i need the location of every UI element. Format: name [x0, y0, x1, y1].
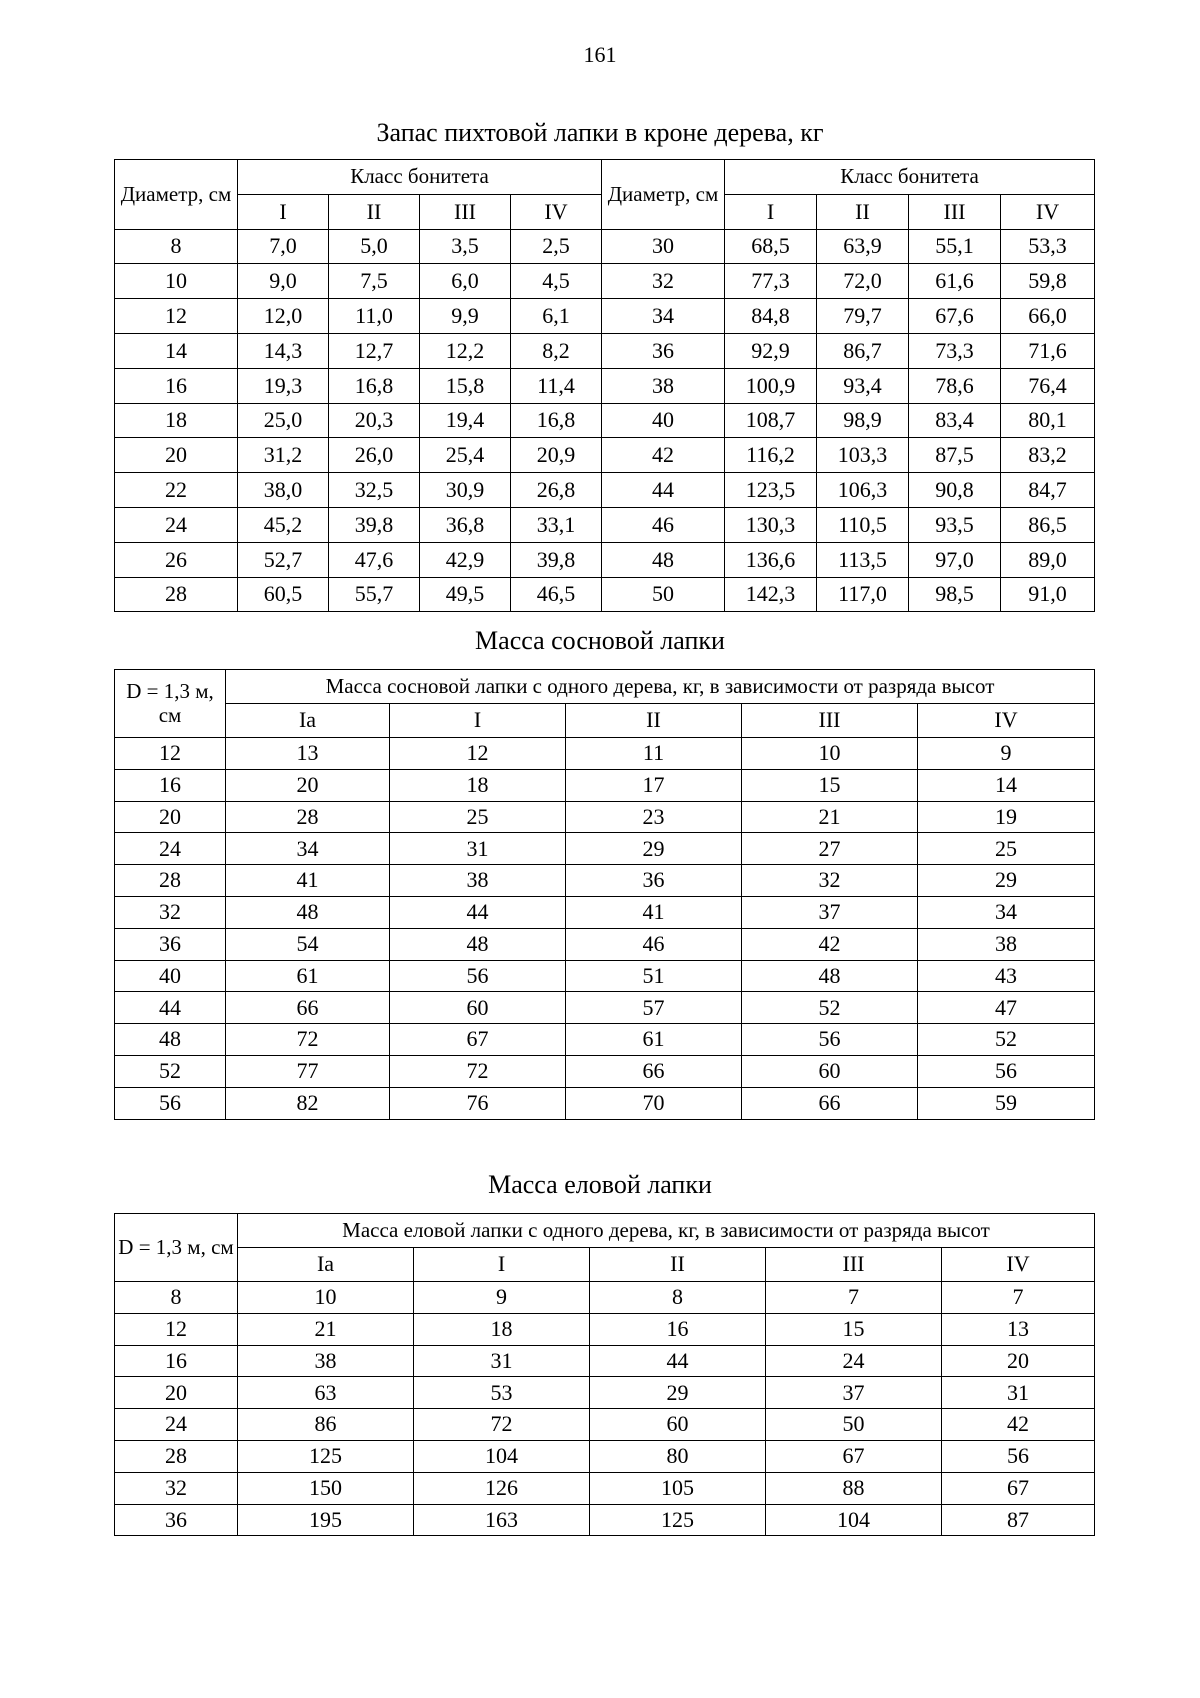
pine-value-cell: 11: [566, 738, 742, 770]
pine-value-cell: 29: [918, 865, 1095, 897]
fir-value-cell: 136,6: [725, 542, 817, 577]
spruce-value-cell: 10: [238, 1282, 414, 1314]
fir-class-label: II: [817, 194, 909, 229]
fir-value-cell: 130,3: [725, 507, 817, 542]
pine-value-cell: 25: [390, 801, 566, 833]
pine-mass-header: Масса сосновой лапки с одного дерева, кг, в зависимости от разряда высот: [226, 670, 1095, 704]
fir-class-label: III: [909, 194, 1001, 229]
pine-diameter-cell: 48: [115, 1024, 226, 1056]
fir-value-cell: 36,8: [420, 507, 511, 542]
fir-diameter-cell: 20: [115, 438, 238, 473]
fir-value-cell: 67,6: [909, 299, 1001, 334]
pine-value-cell: 18: [390, 769, 566, 801]
fir-value-cell: 9,9: [420, 299, 511, 334]
fir-value-cell: 46,5: [511, 577, 602, 612]
spruce-value-cell: 20: [942, 1345, 1095, 1377]
pine-value-cell: 31: [390, 833, 566, 865]
spruce-value-cell: 105: [590, 1472, 766, 1504]
pine-class-label: III: [742, 704, 918, 738]
spruce-value-cell: 24: [766, 1345, 942, 1377]
spruce-diameter-cell: 20: [115, 1377, 238, 1409]
fir-diameter-cell: 46: [602, 507, 725, 542]
spruce-value-cell: 104: [766, 1504, 942, 1536]
pine-value-cell: 23: [566, 801, 742, 833]
table-row: [115, 577, 1095, 612]
fir-value-cell: 20,9: [511, 438, 602, 473]
pine-diameter-cell: 32: [115, 896, 226, 928]
fir-value-cell: 86,5: [1001, 507, 1095, 542]
pine-diameter-cell: 36: [115, 928, 226, 960]
spruce-value-cell: 72: [414, 1409, 590, 1441]
fir-value-cell: 16,8: [329, 368, 420, 403]
fir-value-cell: 12,7: [329, 333, 420, 368]
fir-diameter-cell: 8: [115, 229, 238, 264]
fir-value-cell: 103,3: [817, 438, 909, 473]
fir-value-cell: 116,2: [725, 438, 817, 473]
fir-value-cell: 8,2: [511, 333, 602, 368]
pine-diameter-cell: 16: [115, 769, 226, 801]
fir-value-cell: 80,1: [1001, 403, 1095, 438]
pine-value-cell: 66: [226, 992, 390, 1024]
fir-value-cell: 20,3: [329, 403, 420, 438]
pine-value-cell: 43: [918, 960, 1095, 992]
fir-value-cell: 87,5: [909, 438, 1001, 473]
pine-value-cell: 61: [226, 960, 390, 992]
fir-diameter-cell: 40: [602, 403, 725, 438]
spruce-value-cell: 195: [238, 1504, 414, 1536]
table-row: [115, 992, 1095, 1024]
fir-value-cell: 38,0: [238, 473, 329, 508]
fir-value-cell: 92,9: [725, 333, 817, 368]
fir-value-cell: 39,8: [329, 507, 420, 542]
fir-value-cell: 108,7: [725, 403, 817, 438]
pine-diameter-cell: 44: [115, 992, 226, 1024]
fir-value-cell: 2,5: [511, 229, 602, 264]
fir-value-cell: 123,5: [725, 473, 817, 508]
table-row: [115, 769, 1095, 801]
fir-value-cell: 60,5: [238, 577, 329, 612]
pine-value-cell: 61: [566, 1024, 742, 1056]
spruce-value-cell: 80: [590, 1440, 766, 1472]
pine-value-cell: 20: [226, 769, 390, 801]
pine-diameter-header: D = 1,3 м, см: [115, 670, 226, 738]
pine-value-cell: 66: [742, 1087, 918, 1119]
spruce-diameter-cell: 24: [115, 1409, 238, 1441]
spruce-value-cell: 18: [414, 1313, 590, 1345]
fir-value-cell: 7,5: [329, 264, 420, 299]
spruce-value-cell: 31: [942, 1377, 1095, 1409]
pine-value-cell: 10: [742, 738, 918, 770]
fir-class-label: IV: [1001, 194, 1095, 229]
fir-value-cell: 16,8: [511, 403, 602, 438]
spruce-value-cell: 150: [238, 1472, 414, 1504]
fir-value-cell: 52,7: [238, 542, 329, 577]
fir-value-cell: 97,0: [909, 542, 1001, 577]
table-row: [115, 229, 1095, 264]
spruce-value-cell: 37: [766, 1377, 942, 1409]
fir-value-cell: 93,5: [909, 507, 1001, 542]
fir-diameter-cell: 22: [115, 473, 238, 508]
spruce-value-cell: 53: [414, 1377, 590, 1409]
spruce-table-title: Масса еловой лапки: [488, 1170, 712, 1199]
pine-value-cell: 12: [390, 738, 566, 770]
fir-value-cell: 61,6: [909, 264, 1001, 299]
spruce-diameter-cell: 28: [115, 1440, 238, 1472]
fir-diameter-cell: 48: [602, 542, 725, 577]
spruce-table: [114, 1213, 1095, 1536]
spruce-value-cell: 125: [238, 1440, 414, 1472]
spruce-value-cell: 60: [590, 1409, 766, 1441]
fir-value-cell: 71,6: [1001, 333, 1095, 368]
spruce-value-cell: 50: [766, 1409, 942, 1441]
fir-value-cell: 73,3: [909, 333, 1001, 368]
fir-value-cell: 19,3: [238, 368, 329, 403]
fir-value-cell: 33,1: [511, 507, 602, 542]
fir-value-cell: 11,0: [329, 299, 420, 334]
table-row: [115, 833, 1095, 865]
pine-class-label: Ia: [226, 704, 390, 738]
pine-value-cell: 56: [742, 1024, 918, 1056]
spruce-value-cell: 31: [414, 1345, 590, 1377]
fir-diameter-cell: 36: [602, 333, 725, 368]
spruce-diameter-cell: 12: [115, 1313, 238, 1345]
fir-value-cell: 7,0: [238, 229, 329, 264]
fir-class-header-right: Класс бонитета: [725, 160, 1095, 195]
fir-value-cell: 113,5: [817, 542, 909, 577]
spruce-value-cell: 67: [942, 1472, 1095, 1504]
fir-value-cell: 86,7: [817, 333, 909, 368]
pine-value-cell: 13: [226, 738, 390, 770]
fir-value-cell: 84,7: [1001, 473, 1095, 508]
spruce-value-cell: 104: [414, 1440, 590, 1472]
fir-value-cell: 89,0: [1001, 542, 1095, 577]
fir-value-cell: 6,0: [420, 264, 511, 299]
fir-value-cell: 25,4: [420, 438, 511, 473]
fir-diameter-cell: 28: [115, 577, 238, 612]
fir-value-cell: 4,5: [511, 264, 602, 299]
table-row: [115, 507, 1095, 542]
fir-value-cell: 39,8: [511, 542, 602, 577]
fir-diameter-header-left: Диаметр, см: [115, 160, 238, 230]
fir-diameter-cell: 16: [115, 368, 238, 403]
pine-value-cell: 38: [390, 865, 566, 897]
fir-value-cell: 91,0: [1001, 577, 1095, 612]
fir-value-cell: 31,2: [238, 438, 329, 473]
fir-value-cell: 55,7: [329, 577, 420, 612]
pine-value-cell: 36: [566, 865, 742, 897]
fir-class-header-left: Класс бонитета: [238, 160, 602, 195]
spruce-value-cell: 13: [942, 1313, 1095, 1345]
pine-value-cell: 28: [226, 801, 390, 833]
spruce-value-cell: 38: [238, 1345, 414, 1377]
spruce-value-cell: 56: [942, 1440, 1095, 1472]
table-row: [115, 473, 1095, 508]
fir-value-cell: 9,0: [238, 264, 329, 299]
fir-diameter-cell: 30: [602, 229, 725, 264]
spruce-value-cell: 125: [590, 1504, 766, 1536]
pine-value-cell: 14: [918, 769, 1095, 801]
fir-value-cell: 77,3: [725, 264, 817, 299]
pine-diameter-cell: 20: [115, 801, 226, 833]
fir-diameter-header-right: Диаметр, см: [602, 160, 725, 230]
fir-diameter-cell: 50: [602, 577, 725, 612]
pine-class-label: I: [390, 704, 566, 738]
fir-value-cell: 47,6: [329, 542, 420, 577]
spruce-value-cell: 86: [238, 1409, 414, 1441]
fir-diameter-cell: 26: [115, 542, 238, 577]
fir-value-cell: 110,5: [817, 507, 909, 542]
spruce-diameter-cell: 16: [115, 1345, 238, 1377]
table-row: [115, 738, 1095, 770]
pine-value-cell: 56: [918, 1055, 1095, 1087]
pine-value-cell: 72: [226, 1024, 390, 1056]
pine-value-cell: 34: [918, 896, 1095, 928]
pine-value-cell: 66: [566, 1055, 742, 1087]
pine-value-cell: 48: [226, 896, 390, 928]
fir-value-cell: 11,4: [511, 368, 602, 403]
fir-value-cell: 100,9: [725, 368, 817, 403]
pine-value-cell: 17: [566, 769, 742, 801]
fir-diameter-cell: 34: [602, 299, 725, 334]
fir-value-cell: 49,5: [420, 577, 511, 612]
spruce-diameter-cell: 32: [115, 1472, 238, 1504]
table-row: [115, 801, 1095, 833]
table-row: [115, 1440, 1095, 1472]
pine-value-cell: 34: [226, 833, 390, 865]
pine-value-cell: 77: [226, 1055, 390, 1087]
page-number: 161: [583, 42, 617, 67]
fir-value-cell: 15,8: [420, 368, 511, 403]
fir-diameter-cell: 38: [602, 368, 725, 403]
pine-value-cell: 52: [742, 992, 918, 1024]
fir-value-cell: 84,8: [725, 299, 817, 334]
fir-value-cell: 63,9: [817, 229, 909, 264]
table-row: [115, 542, 1095, 577]
fir-value-cell: 3,5: [420, 229, 511, 264]
fir-diameter-cell: 44: [602, 473, 725, 508]
pine-value-cell: 59: [918, 1087, 1095, 1119]
pine-value-cell: 27: [742, 833, 918, 865]
pine-value-cell: 21: [742, 801, 918, 833]
fir-class-label: I: [238, 194, 329, 229]
fir-class-label: III: [420, 194, 511, 229]
pine-value-cell: 51: [566, 960, 742, 992]
fir-diameter-cell: 12: [115, 299, 238, 334]
fir-value-cell: 79,7: [817, 299, 909, 334]
fir-class-label: I: [725, 194, 817, 229]
fir-class-label: IV: [511, 194, 602, 229]
fir-value-cell: 142,3: [725, 577, 817, 612]
table-row: [115, 1377, 1095, 1409]
table-row: [115, 403, 1095, 438]
pine-value-cell: 32: [742, 865, 918, 897]
spruce-value-cell: 16: [590, 1313, 766, 1345]
pine-value-cell: 47: [918, 992, 1095, 1024]
fir-value-cell: 5,0: [329, 229, 420, 264]
fir-value-cell: 26,8: [511, 473, 602, 508]
table-row: [115, 1313, 1095, 1345]
pine-value-cell: 48: [390, 928, 566, 960]
pine-diameter-cell: 24: [115, 833, 226, 865]
table-row: [115, 865, 1095, 897]
fir-value-cell: 72,0: [817, 264, 909, 299]
table-row: [115, 960, 1095, 992]
pine-value-cell: 25: [918, 833, 1095, 865]
fir-value-cell: 14,3: [238, 333, 329, 368]
pine-value-cell: 19: [918, 801, 1095, 833]
fir-value-cell: 83,4: [909, 403, 1001, 438]
pine-value-cell: 57: [566, 992, 742, 1024]
pine-value-cell: 38: [918, 928, 1095, 960]
fir-value-cell: 12,2: [420, 333, 511, 368]
fir-value-cell: 78,6: [909, 368, 1001, 403]
spruce-class-label: Ia: [238, 1248, 414, 1282]
table-row: [115, 896, 1095, 928]
spruce-value-cell: 29: [590, 1377, 766, 1409]
pine-value-cell: 60: [742, 1055, 918, 1087]
fir-value-cell: 19,4: [420, 403, 511, 438]
pine-value-cell: 54: [226, 928, 390, 960]
fir-value-cell: 55,1: [909, 229, 1001, 264]
pine-value-cell: 56: [390, 960, 566, 992]
pine-diameter-cell: 40: [115, 960, 226, 992]
pine-value-cell: 41: [226, 865, 390, 897]
pine-diameter-cell: 12: [115, 738, 226, 770]
spruce-value-cell: 42: [942, 1409, 1095, 1441]
pine-diameter-cell: 52: [115, 1055, 226, 1087]
pine-value-cell: 37: [742, 896, 918, 928]
pine-value-cell: 82: [226, 1087, 390, 1119]
fir-diameter-cell: 10: [115, 264, 238, 299]
fir-value-cell: 12,0: [238, 299, 329, 334]
table-row: [115, 264, 1095, 299]
spruce-diameter-cell: 8: [115, 1282, 238, 1314]
spruce-value-cell: 163: [414, 1504, 590, 1536]
spruce-mass-header: Масса еловой лапки с одного дерева, кг, в зависимости от разряда высот: [238, 1214, 1095, 1248]
pine-value-cell: 72: [390, 1055, 566, 1087]
spruce-value-cell: 87: [942, 1504, 1095, 1536]
pine-value-cell: 15: [742, 769, 918, 801]
fir-diameter-cell: 24: [115, 507, 238, 542]
pine-table: [114, 669, 1095, 1120]
spruce-class-label: I: [414, 1248, 590, 1282]
spruce-diameter-cell: 36: [115, 1504, 238, 1536]
table-row: [115, 1087, 1095, 1119]
spruce-value-cell: 21: [238, 1313, 414, 1345]
spruce-class-label: IV: [942, 1248, 1095, 1282]
spruce-class-label: III: [766, 1248, 942, 1282]
table-row: [115, 1409, 1095, 1441]
table-row: [115, 1024, 1095, 1056]
fir-value-cell: 83,2: [1001, 438, 1095, 473]
pine-value-cell: 52: [918, 1024, 1095, 1056]
fir-value-cell: 76,4: [1001, 368, 1095, 403]
fir-value-cell: 98,5: [909, 577, 1001, 612]
pine-class-label: II: [566, 704, 742, 738]
pine-value-cell: 44: [390, 896, 566, 928]
spruce-value-cell: 8: [590, 1282, 766, 1314]
pine-value-cell: 70: [566, 1087, 742, 1119]
table-row: [115, 368, 1095, 403]
fir-value-cell: 59,8: [1001, 264, 1095, 299]
spruce-value-cell: 7: [766, 1282, 942, 1314]
fir-value-cell: 68,5: [725, 229, 817, 264]
fir-value-cell: 45,2: [238, 507, 329, 542]
table-row: [115, 1472, 1095, 1504]
table-row: [115, 1282, 1095, 1314]
pine-class-label: IV: [918, 704, 1095, 738]
fir-value-cell: 32,5: [329, 473, 420, 508]
spruce-value-cell: 7: [942, 1282, 1095, 1314]
fir-value-cell: 6,1: [511, 299, 602, 334]
spruce-value-cell: 44: [590, 1345, 766, 1377]
spruce-value-cell: 88: [766, 1472, 942, 1504]
spruce-class-label: II: [590, 1248, 766, 1282]
fir-value-cell: 90,8: [909, 473, 1001, 508]
pine-value-cell: 42: [742, 928, 918, 960]
pine-value-cell: 67: [390, 1024, 566, 1056]
pine-value-cell: 46: [566, 928, 742, 960]
fir-diameter-cell: 32: [602, 264, 725, 299]
fir-value-cell: 42,9: [420, 542, 511, 577]
fir-value-cell: 93,4: [817, 368, 909, 403]
pine-value-cell: 9: [918, 738, 1095, 770]
fir-table-title: Запас пихтовой лапки в кроне дерева, кг: [376, 118, 824, 147]
spruce-value-cell: 9: [414, 1282, 590, 1314]
fir-value-cell: 98,9: [817, 403, 909, 438]
table-row: [115, 438, 1095, 473]
pine-value-cell: 29: [566, 833, 742, 865]
table-row: [115, 299, 1095, 334]
table-row: [115, 333, 1095, 368]
spruce-value-cell: 126: [414, 1472, 590, 1504]
table-row: [115, 1504, 1095, 1536]
fir-value-cell: 30,9: [420, 473, 511, 508]
fir-diameter-cell: 14: [115, 333, 238, 368]
fir-diameter-cell: 42: [602, 438, 725, 473]
fir-value-cell: 53,3: [1001, 229, 1095, 264]
spruce-value-cell: 67: [766, 1440, 942, 1472]
pine-diameter-cell: 28: [115, 865, 226, 897]
pine-value-cell: 76: [390, 1087, 566, 1119]
fir-class-label: II: [329, 194, 420, 229]
table-row: [115, 928, 1095, 960]
fir-value-cell: 117,0: [817, 577, 909, 612]
pine-value-cell: 60: [390, 992, 566, 1024]
spruce-value-cell: 15: [766, 1313, 942, 1345]
fir-value-cell: 106,3: [817, 473, 909, 508]
fir-value-cell: 66,0: [1001, 299, 1095, 334]
table-row: [115, 1055, 1095, 1087]
pine-value-cell: 48: [742, 960, 918, 992]
pine-table-title: Масса сосновой лапки: [475, 626, 725, 655]
pine-diameter-cell: 56: [115, 1087, 226, 1119]
table-row: [115, 1345, 1095, 1377]
fir-value-cell: 25,0: [238, 403, 329, 438]
fir-value-cell: 26,0: [329, 438, 420, 473]
spruce-value-cell: 63: [238, 1377, 414, 1409]
pine-value-cell: 41: [566, 896, 742, 928]
fir-table: [114, 159, 1095, 612]
fir-diameter-cell: 18: [115, 403, 238, 438]
spruce-diameter-header: D = 1,3 м, см: [115, 1214, 238, 1282]
